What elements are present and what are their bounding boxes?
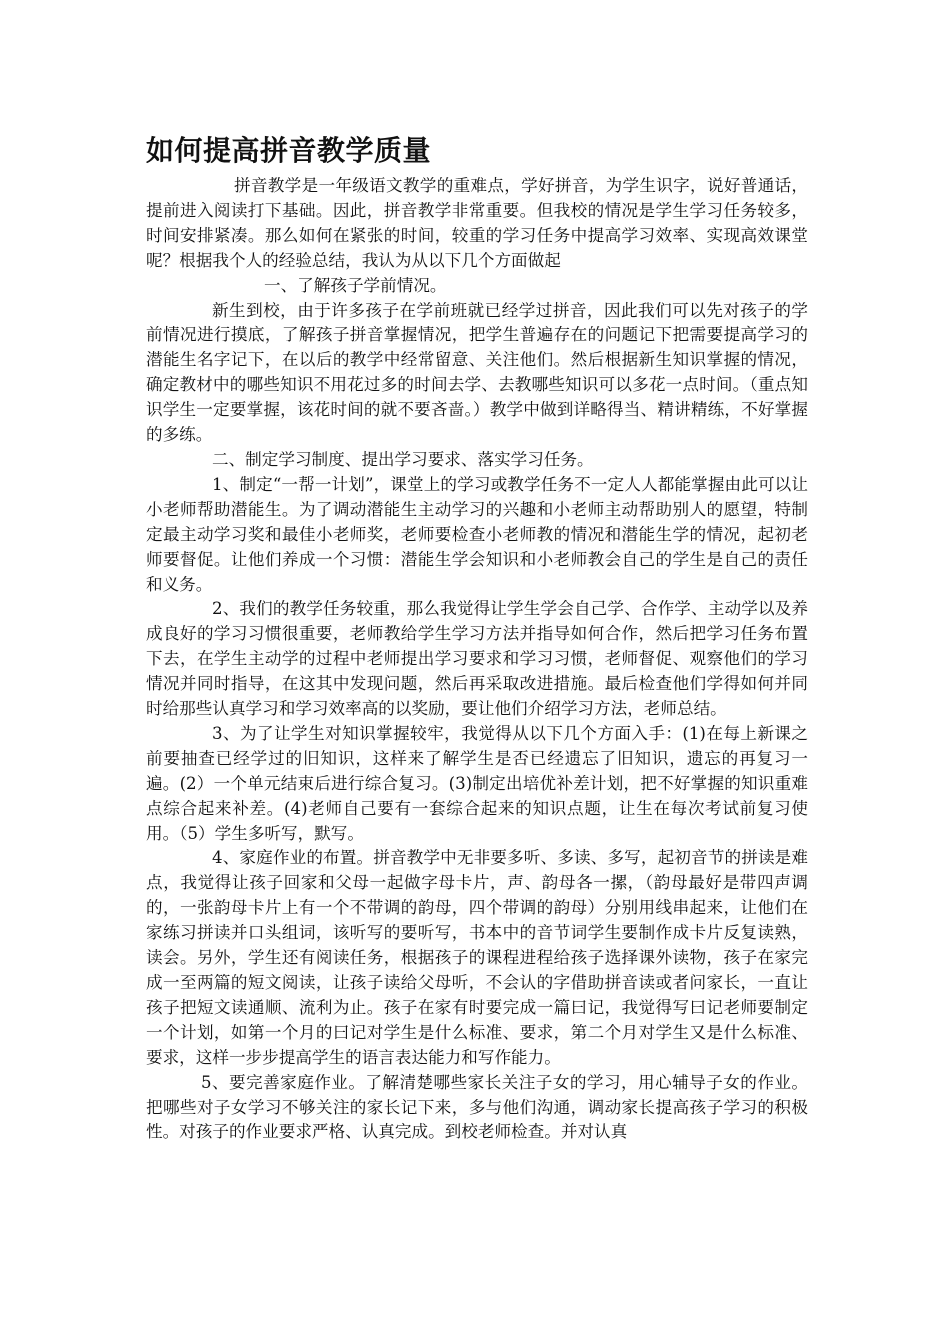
item-1-paragraph: 1、制定“一帮一计划”，课堂上的学习或教学任务不一定人人都能掌握由此可以让小老师帮助潜能生。为了调动潜能生主动学习的兴趣和小老师主动帮助别人的愿望，特制定最主动学习奖和最佳小老师奖，老师要检查小老师教的情况和潜能生学的情况，起初老师要督促。让他们养成一个习惯：潜能生学会知识和小老师教会自己的学生是自己的责任和义务。 — [146, 474, 808, 594]
section-heading-1: 一、了解孩子学前情况。 — [264, 275, 447, 295]
document-title: 如何提高拼音教学质量 — [146, 134, 432, 167]
intro-paragraph: 拼音教学是一年级语文教学的重难点，学好拼音，为学生识字，说好普通话，提前进入阅读打下基础。因此，拼音教学非常重要。但我校的情况是学生学习任务较多，时间安排紧凑。那么如何在紧张的时间，较重的学习任务中提高学习效率、实现高效课堂呢？根据我个人的经验总结，我认为从以下几个方面做起 — [146, 176, 808, 270]
section-heading-2: 二、制定学习制度、提出学习要求、落实学习任务。 — [212, 449, 594, 469]
item-5-paragraph: 5、要完善家庭作业。了解清楚哪些家长关注子女的学习，用心辅导子女的作业。把哪些对子女学习不够关注的家长记下来，多与他们沟通，调动家长提高孩子学习的积极性。对孩子的作业要求严格、认真完成。到校老师检查。并对认真 — [146, 1072, 808, 1142]
item-2-paragraph: 2、我们的教学任务较重，那么我觉得让学生学会自己学、合作学、主动学以及养成良好的学习习惯很重要，老师教给学生学习方法并指导如何合作，然后把学习任务布置下去，在学生主动学的过程中老师提出学习要求和学习习惯，老师督促、观察他们的学习情况并同时指导，在这其中发现问题，然后再采取改进措施。最后检查他们学得如何并同时给那些认真学习和学习效率高的以奖励，要让他们介绍学习方法，老师总结。 — [146, 599, 808, 719]
item-3-paragraph: 3、为了让学生对知识掌握较牢，我觉得从以下几个方面入手：(1)在每上新课之前要抽查已经学过的旧知识，这样来了解学生是否已经遗忘了旧知识，遗忘的再复习一遍。(2）一个单元结束后进行综合复习。(3)制定出培优补差计划，把不好掌握的知识重难点综合起来补差。(4)老师自己要有一套综合起来的知识点题，让生在每次考试前复习使用。（5）学生多听写，默写。 — [146, 723, 808, 843]
section-1-paragraph: 新生到校，由于许多孩子在学前班就已经学过拼音，因此我们可以先对孩子的学前情况进行摸底，了解孩子拼音掌握情况，把学生普遍存在的问题记下把需要提高学习的潜能生名字记下，在以后的教学中经常留意、关注他们。然后根据新生知识掌握的情况，确定教材中的哪些知识不用花过多的时间去学、去教哪些知识可以多花一点时间。（重点知识学生一定要掌握，该花时间的就不要吝啬。）教学中做到详略得当、精讲精练，不好掌握的多练。 — [146, 300, 808, 445]
document-page — [146, 132, 808, 1145]
item-4-paragraph: 4、家庭作业的布置。拼音教学中无非要多听、多读、多写，起初音节的拼读是难点，我觉得让孩子回家和父母一起做字母卡片，声、韵母各一摞，（韵母最好是带四声调的，一张韵母卡片上有一个不带调的韵母，四个带调的韵母）分别用线串起来，让他们在家练习拼读并口头组词，该听写的要听写，书本中的音节词学生要制作成卡片反复读熟，读会。另外，学生还有阅读任务，根据孩子的课程进程给孩子选择课外读物，孩子在家完成一至两篇的短文阅读，让孩子读给父母听，不会认的字借助拼音读或者问家长，一直让孩子把短文读通顺、流利为止。孩子在家有时要完成一篇曰记，我觉得写曰记老师要制定一个计划，如第一个月的曰记对学生是什么标准、要求，第二个月对学生又是什么标准、要求，这样一步步提高学生的语言表达能力和写作能力。 — [146, 848, 808, 1067]
